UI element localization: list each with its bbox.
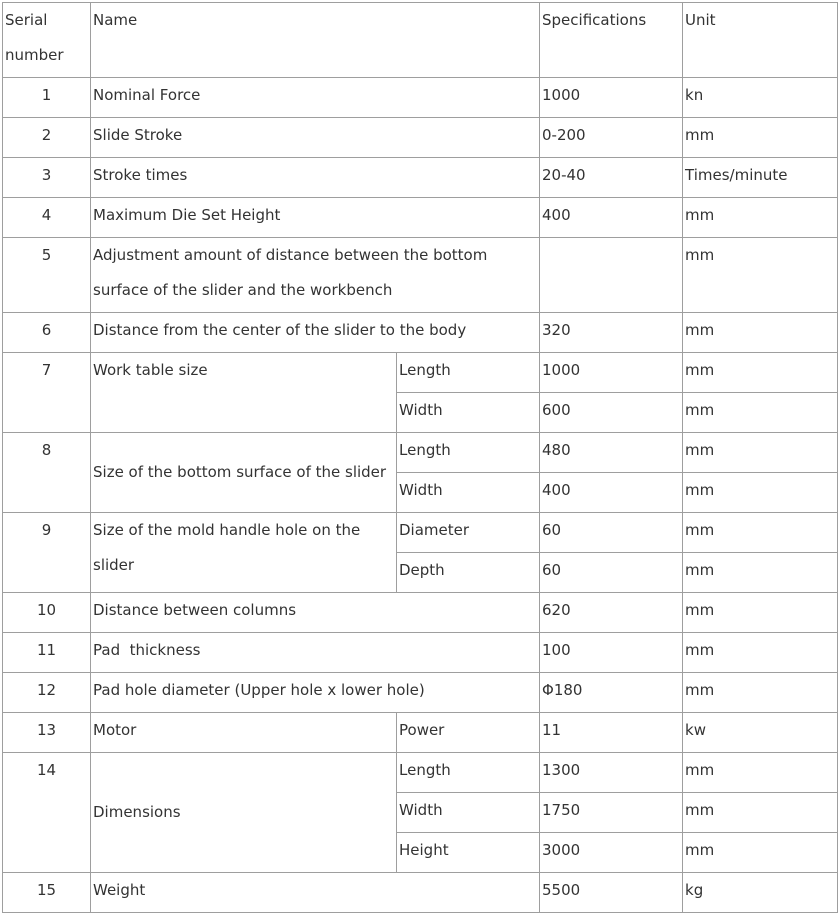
spec-cell: 1000 bbox=[540, 78, 683, 118]
name-cell: Slide Stroke bbox=[91, 118, 540, 158]
table-row bbox=[3, 633, 838, 673]
name-cell: Pad hole diameter (Upper hole x lower hole) bbox=[91, 673, 540, 713]
spec-cell: 620 bbox=[540, 593, 683, 633]
header-name: Name bbox=[91, 3, 540, 78]
table-row bbox=[3, 433, 838, 473]
spec-cell: 1300 bbox=[540, 753, 683, 793]
unit-cell: mm bbox=[683, 118, 838, 158]
unit-cell: Times/minute bbox=[683, 158, 838, 198]
table-row bbox=[3, 873, 838, 913]
sub-label-cell: Power bbox=[397, 713, 540, 753]
sub-label-cell: Length bbox=[397, 433, 540, 473]
unit-cell: mm bbox=[683, 753, 838, 793]
name-cell: Distance from the center of the slider to the body bbox=[91, 313, 540, 353]
spec-cell: 60 bbox=[540, 553, 683, 593]
table-row bbox=[3, 118, 838, 158]
unit-cell: mm bbox=[683, 553, 838, 593]
name-cell: Nominal Force bbox=[91, 78, 540, 118]
table-row bbox=[3, 198, 838, 238]
name-cell: Adjustment amount of distance between the bottom surface of the slider and the workbench bbox=[91, 238, 540, 313]
table-row bbox=[3, 78, 838, 118]
unit-cell: mm bbox=[683, 473, 838, 513]
name-cell: Size of the bottom surface of the slider bbox=[91, 433, 397, 513]
unit-cell: mm bbox=[683, 633, 838, 673]
name-cell: Maximum Die Set Height bbox=[91, 198, 540, 238]
name-cell: Dimensions bbox=[91, 753, 397, 873]
serial-cell: 8 bbox=[3, 433, 91, 513]
spec-cell: 600 bbox=[540, 393, 683, 433]
unit-cell: mm bbox=[683, 238, 838, 313]
serial-cell: 11 bbox=[3, 633, 91, 673]
unit-cell: kn bbox=[683, 78, 838, 118]
sub-label-cell: Depth bbox=[397, 553, 540, 593]
spec-cell: 60 bbox=[540, 513, 683, 553]
serial-cell: 9 bbox=[3, 513, 91, 593]
spec-cell: 11 bbox=[540, 713, 683, 753]
spec-cell: 20-40 bbox=[540, 158, 683, 198]
spec-cell: 400 bbox=[540, 198, 683, 238]
table-row bbox=[3, 673, 838, 713]
table-row bbox=[3, 593, 838, 633]
table-row bbox=[3, 158, 838, 198]
unit-cell: mm bbox=[683, 198, 838, 238]
name-cell: Stroke times bbox=[91, 158, 540, 198]
spec-cell: 400 bbox=[540, 473, 683, 513]
table-row bbox=[3, 513, 838, 553]
unit-cell: mm bbox=[683, 313, 838, 353]
table-row bbox=[3, 313, 838, 353]
unit-cell: kg bbox=[683, 873, 838, 913]
name-cell: Pad thickness bbox=[91, 633, 540, 673]
table-row bbox=[3, 238, 838, 313]
unit-cell: kw bbox=[683, 713, 838, 753]
table-header-row bbox=[3, 3, 838, 78]
sub-label-cell: Diameter bbox=[397, 513, 540, 553]
unit-cell: mm bbox=[683, 433, 838, 473]
serial-cell: 5 bbox=[3, 238, 91, 313]
serial-cell: 3 bbox=[3, 158, 91, 198]
sub-label-cell: Width bbox=[397, 473, 540, 513]
sub-label-cell: Height bbox=[397, 833, 540, 873]
serial-cell: 2 bbox=[3, 118, 91, 158]
name-cell: Work table size bbox=[91, 353, 397, 433]
unit-cell: mm bbox=[683, 513, 838, 553]
spec-cell: 1750 bbox=[540, 793, 683, 833]
unit-cell: mm bbox=[683, 353, 838, 393]
serial-cell: 15 bbox=[3, 873, 91, 913]
name-cell: Weight bbox=[91, 873, 540, 913]
table-row bbox=[3, 753, 838, 793]
sub-label-cell: Width bbox=[397, 793, 540, 833]
spec-cell: 5500 bbox=[540, 873, 683, 913]
unit-cell: mm bbox=[683, 393, 838, 433]
sub-label-cell: Length bbox=[397, 753, 540, 793]
spec-cell: 320 bbox=[540, 313, 683, 353]
spec-cell bbox=[540, 238, 683, 313]
unit-cell: mm bbox=[683, 793, 838, 833]
spec-cell: 3000 bbox=[540, 833, 683, 873]
header-serial-number: Serial number bbox=[3, 3, 91, 78]
serial-cell: 6 bbox=[3, 313, 91, 353]
table-row bbox=[3, 353, 838, 393]
unit-cell: mm bbox=[683, 673, 838, 713]
spec-cell: 0-200 bbox=[540, 118, 683, 158]
serial-cell: 12 bbox=[3, 673, 91, 713]
unit-cell: mm bbox=[683, 593, 838, 633]
name-cell: Size of the mold handle hole on the slider bbox=[91, 513, 397, 593]
name-cell: Distance between columns bbox=[91, 593, 540, 633]
serial-cell: 14 bbox=[3, 753, 91, 873]
serial-cell: 1 bbox=[3, 78, 91, 118]
serial-cell: 7 bbox=[3, 353, 91, 433]
header-specifications: Specifications bbox=[540, 3, 683, 78]
serial-cell: 4 bbox=[3, 198, 91, 238]
spec-cell: 1000 bbox=[540, 353, 683, 393]
name-cell: Motor bbox=[91, 713, 397, 753]
table-row bbox=[3, 713, 838, 753]
header-unit: Unit bbox=[683, 3, 838, 78]
sub-label-cell: Length bbox=[397, 353, 540, 393]
sub-label-cell: Width bbox=[397, 393, 540, 433]
serial-cell: 10 bbox=[3, 593, 91, 633]
spec-cell: Φ180 bbox=[540, 673, 683, 713]
spec-cell: 100 bbox=[540, 633, 683, 673]
specifications-table bbox=[2, 2, 838, 913]
spec-cell: 480 bbox=[540, 433, 683, 473]
unit-cell: mm bbox=[683, 833, 838, 873]
serial-cell: 13 bbox=[3, 713, 91, 753]
